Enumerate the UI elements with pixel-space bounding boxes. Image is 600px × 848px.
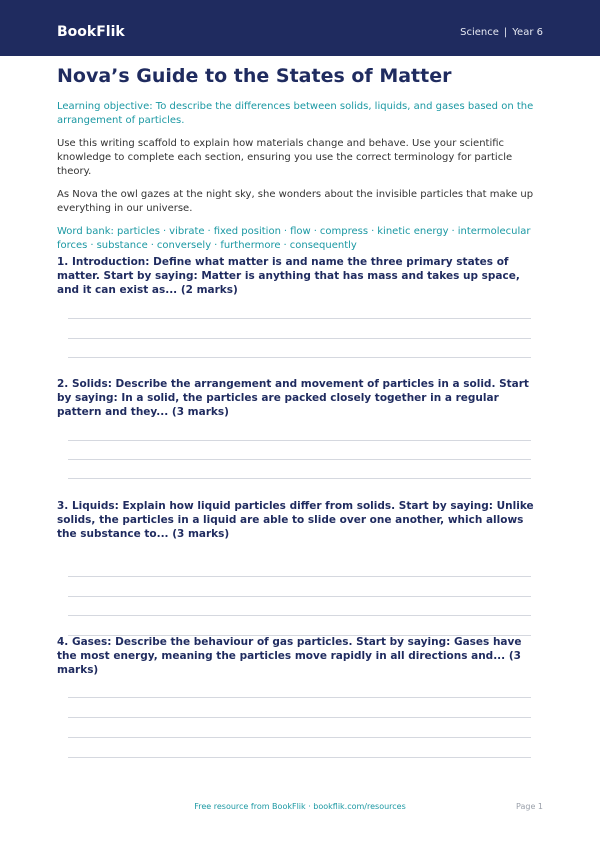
answer-line[interactable] <box>68 596 531 597</box>
word-bank-separator: · <box>313 226 317 237</box>
answer-line[interactable] <box>68 737 531 738</box>
learning-objective: Learning objective: To describe the differences between solids, liquids, and gases based on the arrangement of particles. <box>57 101 534 126</box>
year-label: Year 6 <box>512 27 543 38</box>
answer-line[interactable] <box>68 459 531 460</box>
instructions-paragraph: Use this writing scaffold to explain how materials change and behave. Use your scientific knowledge to complete each section, ensuring you use the correct terminology for particle theory. <box>57 138 513 177</box>
answer-line[interactable] <box>68 717 531 718</box>
intro-section <box>57 64 543 253</box>
word-bank-item: particles <box>117 226 160 237</box>
question-4: 4. Gases: Describe the behaviour of gas particles. Start by saying: Gases have the most energy, meaning the particles move rapidly in all directions and... (3 marks) <box>57 636 522 676</box>
footer-text[interactable]: Free resource from BookFlik · bookflik.com/resources <box>194 802 406 811</box>
subject-label: Science <box>460 27 499 38</box>
word-bank-words <box>57 226 531 251</box>
subject-year <box>460 27 543 39</box>
answer-line[interactable] <box>68 757 531 758</box>
brand-logo[interactable]: BookFlik <box>57 24 125 40</box>
word-bank-item: kinetic energy <box>377 226 449 237</box>
word-bank-label: Word bank: <box>57 226 114 237</box>
word-bank-item: intermolecular forces <box>57 226 531 251</box>
word-bank <box>57 225 543 253</box>
word-bank-separator: · <box>90 240 94 251</box>
page-title: Nova’s Guide to the States of Matter <box>57 65 452 87</box>
answer-line[interactable] <box>68 615 531 616</box>
word-bank-item: consequently <box>289 240 357 251</box>
header-bar <box>0 0 600 56</box>
answer-line[interactable] <box>68 338 531 339</box>
word-bank-separator: · <box>451 226 455 237</box>
word-bank-item: vibrate <box>169 226 205 237</box>
word-bank-separator: · <box>371 226 375 237</box>
question-3: 3. Liquids: Explain how liquid particles differ from solids. Start by saying: Unlike solids, the particles in a liquid are able to slide over one another, which allows the substance to... (3 marks) <box>57 500 534 540</box>
answer-line[interactable] <box>68 440 531 441</box>
word-bank-item: compress <box>319 226 369 237</box>
word-bank-item: furthermore <box>220 240 281 251</box>
answer-line[interactable] <box>68 478 531 479</box>
meta-separator: | <box>503 27 508 38</box>
word-bank-item: fixed position <box>213 226 281 237</box>
answer-line[interactable] <box>68 357 531 358</box>
answer-line[interactable] <box>68 576 531 577</box>
word-bank-item: substance <box>96 240 148 251</box>
word-bank-separator: · <box>283 226 288 237</box>
word-bank-separator: · <box>214 240 218 251</box>
word-bank-separator: · <box>150 240 154 251</box>
story-paragraph: As Nova the owl gazes at the night sky, she wonders about the invisible particles that make up everything in our universe. <box>57 189 534 214</box>
answer-line[interactable] <box>68 318 531 319</box>
question-1: 1. Introduction: Define what matter is and name the three primary states of matter. Start by saying: Matter is anything that has mass and takes up space, and it can exist as... (2 marks) <box>57 256 520 296</box>
word-bank-item: conversely <box>156 240 212 251</box>
word-bank-separator: · <box>162 226 167 237</box>
question-2: 2. Solids: Describe the arrangement and movement of particles in a solid. Start by saying: In a solid, the particles are packed closely together in a regular pattern and they... (3 marks) <box>57 378 529 418</box>
word-bank-item: flow <box>290 226 311 237</box>
word-bank-separator: · <box>283 240 287 251</box>
answer-line[interactable] <box>68 697 531 698</box>
word-bank-separator: · <box>207 226 211 237</box>
page-number: Page 1 <box>516 802 543 811</box>
